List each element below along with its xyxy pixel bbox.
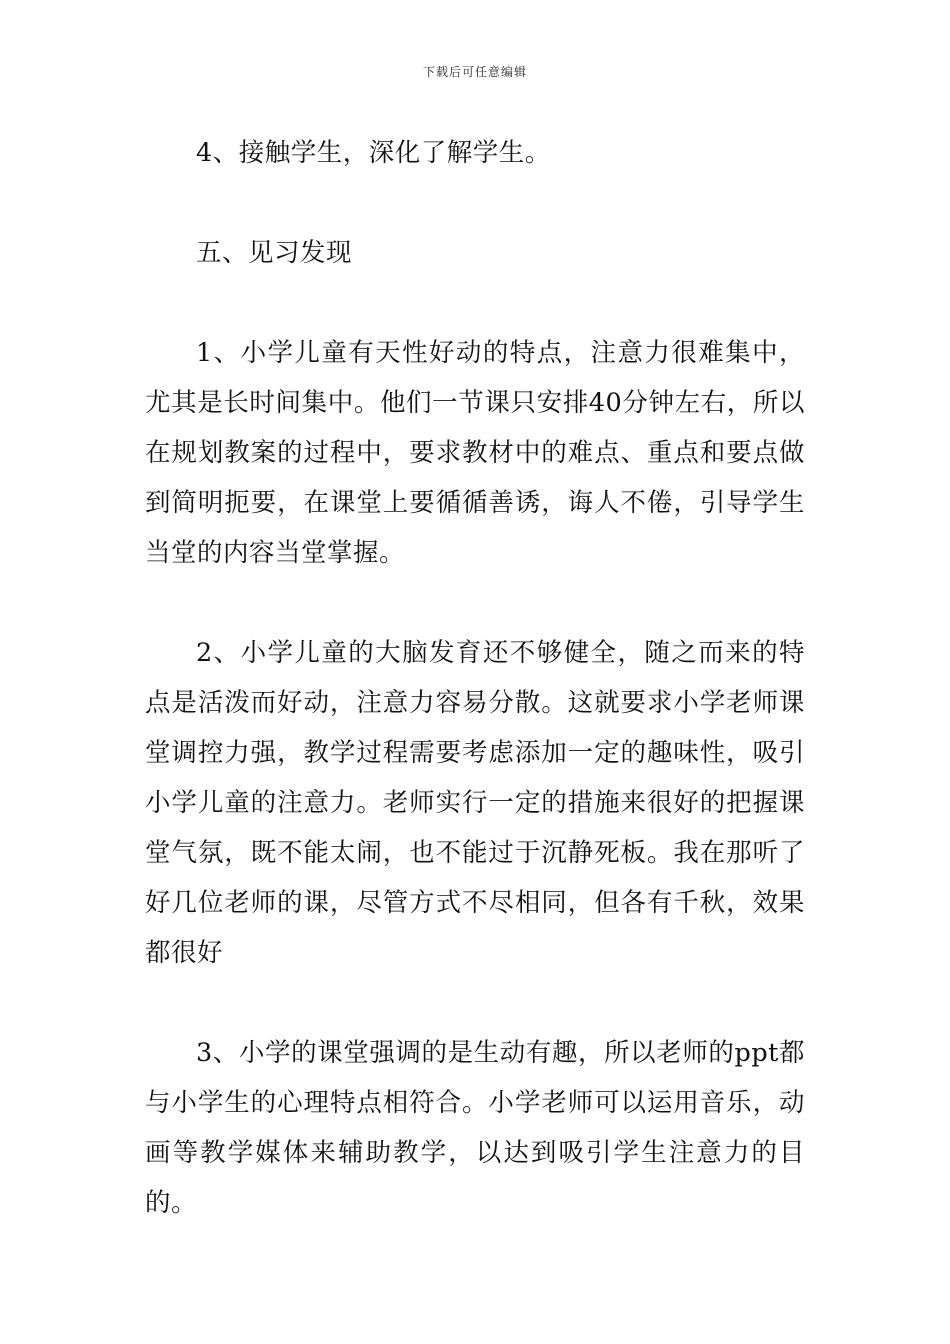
finding-paragraph-1: 1、小学儿童有天性好动的特点，注意力很难集中，尤其是长时间集中。他们一节课只安排40分钟左右，所以在规划教案的过程中，要求教材中的难点、重点和要点做到简明扼要，在课堂上要循循善诱，诲人不倦，引导学生当堂的内容当堂掌握。: [145, 338, 805, 568]
paragraph-gap: [145, 978, 805, 1028]
list-item-4: 4、接触学生，深化了解学生。: [196, 138, 551, 168]
finding-paragraph-2: 2、小学儿童的大脑发育还不够健全，随之而来的特点是活泼而好动，注意力容易分散。这就要求小学老师课堂调控力强，教学过程需要考虑添加一定的趣味性，吸引小学儿童的注意力。老师实行一定的措施来很好的把握课堂气氛，既不能太闹，也不能过于沉静死板。我在那听了好几位老师的课，尽管方式不尽相同，但各有千秋，效果都很好: [145, 638, 805, 968]
section-title: 五、见习发现: [196, 238, 353, 268]
finding-paragraph-3: 3、小学的课堂强调的是生动有趣，所以老师的ppt都与小学生的心理特点相符合。小学老师可以运用音乐，动画等教学媒体来辅助教学，以达到吸引学生注意力的目的。: [145, 1038, 805, 1218]
paragraph-gap: [145, 278, 805, 328]
page-header-note: 下载后可任意编辑: [422, 65, 527, 79]
paragraph-gap: [145, 178, 805, 228]
document-body: [145, 128, 805, 1228]
paragraph-gap: [145, 578, 805, 628]
